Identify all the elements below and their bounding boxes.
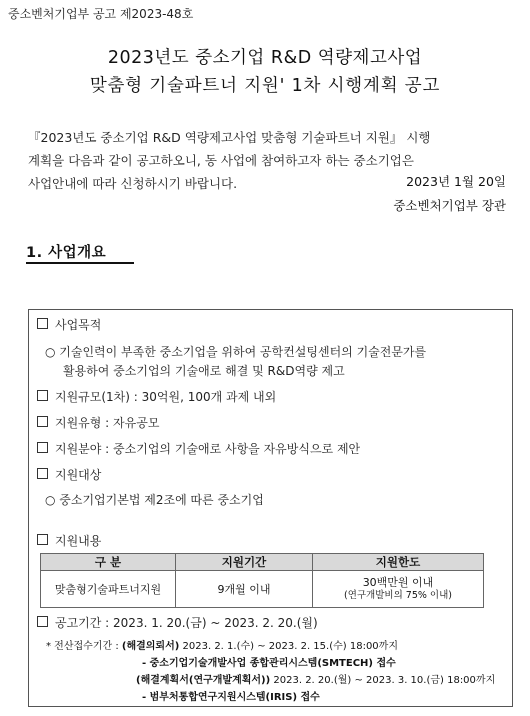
- intro-line-3: 사업안내에 따라 신청하시기 바랍니다.: [28, 176, 238, 191]
- target-heading: 지원대상: [37, 466, 101, 483]
- purpose-heading: 사업목적: [37, 316, 101, 333]
- checkbox-square-icon: [37, 468, 48, 479]
- support-field: 지원분야 : 중소기업의 기술애로 사항을 자유방식으로 제안: [37, 440, 360, 457]
- checkbox-square-icon: [37, 390, 48, 401]
- support-content-table: [40, 553, 484, 608]
- checkbox-square-icon: [37, 534, 48, 545]
- online-prefix: * 전산접수기간 :: [46, 641, 122, 652]
- system-1: - 중소기업기술개발사업 종합관리시스템(SMTECH) 접수: [142, 658, 396, 669]
- checkbox-square-icon: [37, 416, 48, 427]
- purpose-line-2: 활용하여 중소기업의 기술애로 해결 및 R&D역량 제고: [63, 364, 345, 378]
- online-period-1: [46, 637, 398, 652]
- checkbox-square-icon: [37, 442, 48, 453]
- online-label-2: (해결계획서(연구개발계획서)): [136, 675, 271, 686]
- notice-period: 공고기간 : 2023. 1. 20.(금) ~ 2023. 2. 20.(월): [37, 614, 318, 631]
- target-item: ○ 중소기업기본법 제2조에 따른 중소기업: [45, 493, 264, 507]
- online-label-1: (해결의뢰서): [121, 641, 180, 652]
- intro-line-2: 계획을 다음과 같이 공고하오니, 동 사업에 참여하고자 하는 중소기업은: [28, 153, 414, 168]
- table-header-period: 지원기간: [176, 554, 313, 571]
- online-dates-2: 2023. 2. 20.(월) ~ 2023. 3. 10.(금) 18:00까지: [273, 675, 496, 686]
- title-line-1: 2023년도 중소기업 R&D 역량제고사업: [107, 48, 423, 68]
- notice-date: 2023년 1월 20일: [406, 174, 506, 189]
- content-heading: 지원내용: [37, 532, 101, 549]
- system-2: - 범부처통합연구지원시스템(IRIS) 접수: [142, 692, 320, 703]
- cell-limit: [313, 571, 484, 608]
- table-header-limit: 지원한도: [313, 554, 484, 571]
- checkbox-square-icon: [37, 318, 48, 329]
- section-underline: [26, 262, 134, 264]
- checkbox-square-icon: [37, 616, 48, 627]
- table-row: [41, 571, 484, 608]
- cell-limit-line-2: (연구개발비의 75% 이내): [344, 590, 452, 601]
- support-type: 지원유형 : 자유공모: [37, 414, 159, 431]
- table-header-category: 구 분: [41, 554, 176, 571]
- intro-line-1: 『2023년도 중소기업 R&D 역량제고사업 맞춤형 기술파트너 지원』 시행: [28, 130, 431, 145]
- cell-limit-line-1: 30백만원 이내: [362, 576, 434, 589]
- support-scale: 지원규모(1차) : 30억원, 100개 과제 내외: [37, 388, 276, 405]
- purpose-line-1: ○ 기술인력이 부족한 중소기업을 위하여 공학컨설팅센터의 기술전문가를: [45, 345, 427, 359]
- online-period-2: [136, 671, 495, 686]
- cell-period: 9개월 이내: [176, 571, 313, 608]
- section-title: 1. 사업개요: [26, 245, 107, 261]
- title-line-2: 맞춤형 기술파트너 지원' 1차 시행계획 공고: [89, 76, 441, 96]
- online-dates-1: 2023. 2. 1.(수) ~ 2023. 2. 15.(수) 18:00까지: [182, 641, 398, 652]
- issuing-organization: 중소벤처기업부 장관: [393, 198, 506, 213]
- cell-category: 맞춤형기술파트너지원: [41, 571, 176, 608]
- notice-number: 중소벤처기업부 공고 제2023-48호: [8, 7, 194, 21]
